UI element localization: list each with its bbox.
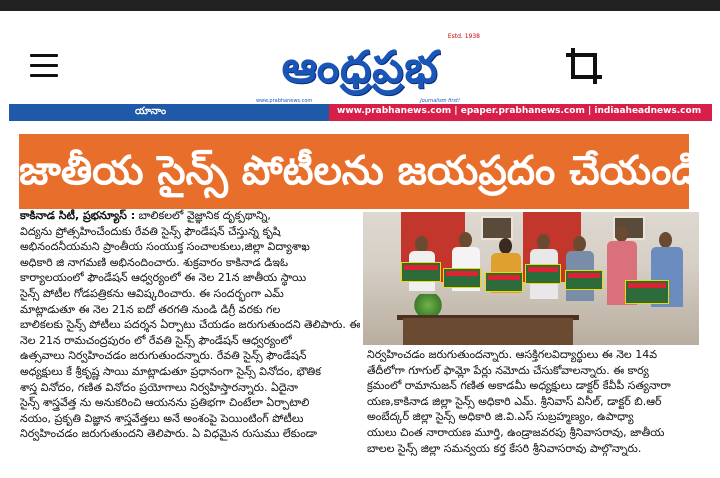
poster — [443, 268, 481, 288]
article-line: కాకినాడ సిటీ, ప్రభన్యూస్ : బాలికలలో వైజ్ఞానిక దృక్పథాన్ని, — [20, 209, 271, 222]
article-line: నిర్వహించడం జరుగుతుందని తెలిపారు. ఏ విధమైన రుసుము లేకుండా — [20, 427, 318, 441]
article-column-2 — [367, 347, 707, 456]
logo-tagline: Journalism first! — [420, 98, 460, 104]
edition-bar — [9, 104, 712, 121]
website-links: www.prabhanews.com | epaper.prabhanews.com | indiaaheadnews.com — [337, 106, 702, 116]
event-photo — [363, 212, 699, 345]
article-line: క్రమంలో రామానుజన్ గణిత అకాడమీ అధ్యక్షులు డాక్టర్ కేవీపీ సత్యనారా — [367, 379, 671, 393]
article-line: శాస్త్ర వినోదం, గణిత వినోదం ప్రయోగాలు నిర్వహిస్తారన్నారు. ఏదైనా — [20, 380, 298, 394]
andhra-prabha-logo[interactable] — [238, 33, 482, 109]
article-line: అభినందనీయమని ప్రాంతీయ సంయుక్త సంచాలకులు,జిల్లా విద్యాశాఖ — [20, 240, 310, 254]
article-line: బాలల సైన్స్ జిల్లా సమన్వయ కర్త కేసరి శ్రీనివాసరావు పాల్గొన్నారు. — [367, 441, 642, 455]
desk — [403, 318, 573, 345]
poster — [565, 270, 603, 290]
epaper-clipping — [9, 104, 712, 478]
article-column-1 — [20, 208, 360, 442]
logo-text: ఆంధ్రప్రభ — [281, 42, 439, 93]
article-line: మాట్లాడుతూ ఈ నెల 21న ఐదో తరగతి నుండి డిగ్రీ వరకు గల — [20, 302, 281, 316]
hamburger-menu-icon[interactable] — [28, 52, 62, 80]
logo-url: www.prabhanews.com — [256, 98, 313, 104]
poster — [625, 280, 669, 304]
edition-name: యానాం — [135, 106, 167, 117]
article-line: సైన్స్ పోటీల గోడపత్రికను ఆవిష్కరించారు. ఈ సందర్భంగా ఎమ్ — [20, 286, 284, 300]
poster — [525, 264, 561, 284]
app-header — [0, 11, 720, 104]
top-status-bar — [0, 0, 720, 11]
article-line: యణ,కాకినాడ జిల్లా సైన్స్ అధికారి ఎమ్. శ్రీనివాస్ వినీల్, డాక్టర్ బి.ఆర్ — [367, 394, 662, 408]
dateline: కాకినాడ సిటీ, ప్రభన్యూస్ : — [20, 209, 136, 222]
article-line: నిర్వహించడం జరుగుతుందన్నారు. ఆసక్తిగలవిద్యార్థులు ఈ నెల 14వ — [367, 348, 658, 361]
article-line: అధికారి జి నాగమణి అభినందించారు. శుక్రవారం కాకినాడ డిఇఓ — [20, 255, 289, 269]
article-line: విద్యను ప్రోత్సహించేందుకు రేవతి సైన్స్ ఫౌండేషన్ చేస్తున్న కృషి — [20, 224, 281, 238]
logo-established-year: Estd. 1938 — [447, 33, 480, 40]
article-line: నెల 21న రామచంద్రపురం లో రేవతి సైన్స్ ఫౌండేషన్ ఆధ్వర్యంలో — [20, 333, 292, 347]
article-line: యులు చింత నారాయణ మూర్తి, ఉండ్రాజవరపు శ్రీనివాసరావు, జాతీయ — [367, 425, 665, 439]
crop-icon[interactable] — [562, 44, 606, 88]
poster — [485, 272, 523, 292]
article-line: నయం, ప్రకృతి విజ్ఞాన శాస్త్రవేత్తలు అనే అంశంపై పెయింటింగ్ పోటీలు — [20, 411, 304, 425]
article-line: సైన్స్ శాస్త్రవేత్త ను అనుకరించి ఆయనను ప్రతిభగా చింటేలా ఏర్పాటాలి — [20, 396, 310, 410]
article-line: బాలికలకు సైన్స్ పోటీలు పదర్శన ఏర్పాటు చేయడం జరుగుతుందని తెలిపారు. ఈ — [20, 318, 360, 332]
article-line: తేదీలోగా గూగుల్ ఫామ్లో పేర్లు నమోదు చేసుకోవాలన్నారు. ఈ కార్య — [367, 363, 649, 377]
article-line: ఉత్సవాలు నిర్వహించడం జరుగుతుందన్నారు. రేవతి సైన్స్ ఫౌండేషన్ — [20, 349, 307, 363]
article-line: అంబేద్కర్ జిల్లా సైన్స్ అధికారి జి.వి.ఎస్ సుబ్రహ్మణ్యం, ఉపాధ్యా — [367, 410, 634, 424]
poster — [401, 262, 441, 282]
article-line: కార్యాలయంలో ఫౌండేషన్ ఆధ్వర్యంలో ఈ నెల 21న జాతీయ స్థాయి — [20, 271, 307, 285]
article-line: అధ్యక్షులు కే శ్రీకృష్ణ సాయి మాట్లాడుతూ ప్రధానంగా సైన్స్ వినోదం, భౌతిక — [20, 364, 322, 378]
article-headline: జాతీయ సైన్స్ పోటీలను జయప్రదం చేయండి — [19, 134, 689, 209]
